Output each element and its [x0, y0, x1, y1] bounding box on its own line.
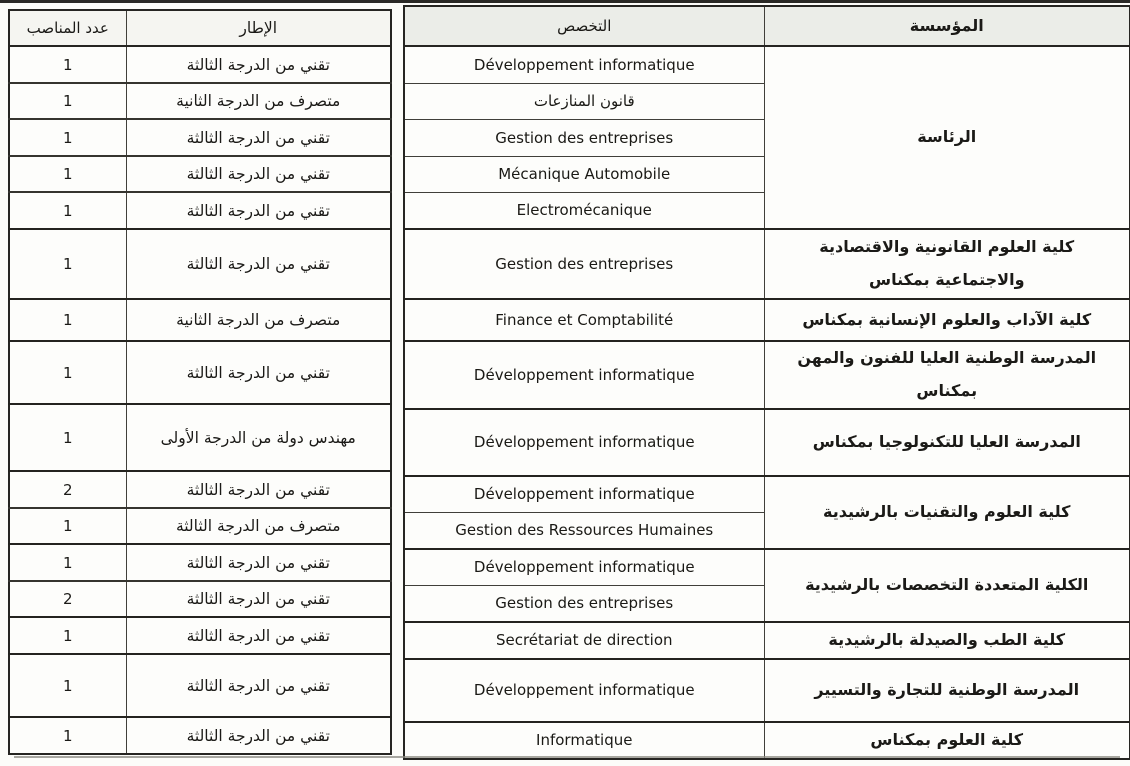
framework-cell: تقني من الدرجة الثالثة [126, 119, 391, 156]
table-row [9, 192, 391, 229]
table-framework-positions [8, 9, 392, 755]
specialization-cell: Secrétariat de direction [404, 622, 764, 659]
specialization-cell: Développement informatique [404, 549, 764, 586]
page-bottom-rule [14, 756, 1120, 758]
positions-cell: 1 [9, 83, 126, 119]
table-row [9, 617, 391, 654]
positions-cell: 1 [9, 341, 126, 404]
framework-cell: تقني من الدرجة الثالثة [126, 544, 391, 581]
table-row [404, 409, 1130, 476]
framework-cell: تقني من الدرجة الثالثة [126, 156, 391, 192]
institution-header: المؤسسة [764, 6, 1130, 46]
framework-cell: تقني من الدرجة الثالثة [126, 341, 391, 404]
header-row [404, 6, 1130, 46]
positions-cell: 1 [9, 654, 126, 717]
framework-cell: تقني من الدرجة الثالثة [126, 617, 391, 654]
table-row [404, 46, 1130, 83]
positions-cell: 1 [9, 299, 126, 341]
institution-cell: كلية الآداب والعلوم الإنسانية بمكناس [764, 299, 1130, 341]
institution-cell: المدرسة الوطنية للتجارة والتسيير [764, 659, 1130, 722]
specialization-cell: Gestion des entreprises [404, 119, 764, 156]
framework-cell: تقني من الدرجة الثالثة [126, 654, 391, 717]
positions-cell: 1 [9, 617, 126, 654]
specialization-cell: Développement informatique [404, 659, 764, 722]
framework-cell: تقني من الدرجة الثالثة [126, 471, 391, 508]
table-row [9, 83, 391, 119]
table-row [9, 544, 391, 581]
framework-cell: متصرف من الدرجة الثانية [126, 299, 391, 341]
table-institution-specialization [403, 5, 1130, 760]
table-row [9, 404, 391, 471]
table-row [9, 46, 391, 83]
page-top-rule [0, 0, 1130, 3]
positions-cell: 1 [9, 119, 126, 156]
table-row [9, 471, 391, 508]
positions-cell: 2 [9, 581, 126, 617]
specialization-cell: قانون المنازعات [404, 83, 764, 119]
institution-cell: كلية الطب والصيدلة بالرشيدية [764, 622, 1130, 659]
institution-cell: كلية العلوم القانونية والاقتصادية والاجتماعية بمكناس [764, 229, 1130, 299]
positions-cell: 1 [9, 404, 126, 471]
institution-cell: المدرسة الوطنية العليا للفنون والمهن بمكناس [764, 341, 1130, 409]
table-row [404, 549, 1130, 586]
table-row [9, 508, 391, 544]
specialization-cell: Informatique [404, 722, 764, 759]
framework-header: الإطار [126, 10, 391, 46]
table-row [9, 654, 391, 717]
framework-cell: مهندس دولة من الدرجة الأولى [126, 404, 391, 471]
specialization-cell: Développement informatique [404, 476, 764, 513]
positions-cell: 1 [9, 46, 126, 83]
specialization-cell: Finance et Comptabilité [404, 299, 764, 341]
table-row [404, 722, 1130, 759]
institution-cell: الكلية المتعددة التخصصات بالرشيدية [764, 549, 1130, 622]
positions-cell: 1 [9, 229, 126, 299]
positions-cell: 1 [9, 717, 126, 754]
specialization-cell: Gestion des entreprises [404, 229, 764, 299]
table-row [9, 229, 391, 299]
framework-cell: تقني من الدرجة الثالثة [126, 46, 391, 83]
specialization-cell: Mécanique Automobile [404, 156, 764, 192]
table-row [9, 581, 391, 617]
positions-cell: 1 [9, 544, 126, 581]
positions-header: عدد المناصب [9, 10, 126, 46]
framework-cell: تقني من الدرجة الثالثة [126, 192, 391, 229]
institution-cell: كلية العلوم بمكناس [764, 722, 1130, 759]
specialization-cell: Développement informatique [404, 409, 764, 476]
table-row [404, 299, 1130, 341]
table-row [404, 659, 1130, 722]
table-row [9, 156, 391, 192]
framework-cell: تقني من الدرجة الثالثة [126, 581, 391, 617]
specialization-cell: Gestion des Ressources Humaines [404, 513, 764, 549]
table-row [404, 476, 1130, 513]
table-row [404, 341, 1130, 409]
specialization-cell: Développement informatique [404, 341, 764, 409]
framework-cell: تقني من الدرجة الثالثة [126, 717, 391, 754]
positions-cell: 1 [9, 192, 126, 229]
positions-cell: 1 [9, 156, 126, 192]
positions-cell: 2 [9, 471, 126, 508]
institution-cell: كلية العلوم والتقنيات بالرشيدية [764, 476, 1130, 549]
specialization-cell: Electromécanique [404, 192, 764, 229]
header-row [9, 10, 391, 46]
specialization-cell: Développement informatique [404, 46, 764, 83]
table-row [9, 717, 391, 754]
table-row [9, 299, 391, 341]
table-row [404, 229, 1130, 299]
institution-cell: الرئاسة [764, 46, 1130, 229]
framework-cell: تقني من الدرجة الثالثة [126, 229, 391, 299]
positions-cell: 1 [9, 508, 126, 544]
specialization-cell: Gestion des entreprises [404, 586, 764, 622]
framework-cell: متصرف من الدرجة الثالثة [126, 508, 391, 544]
specialization-header: التخصص [404, 6, 764, 46]
institution-cell: المدرسة العليا للتكنولوجيا بمكناس [764, 409, 1130, 476]
table-row [404, 622, 1130, 659]
table-row [9, 341, 391, 404]
recruitment-table [8, 5, 1130, 760]
table-row [9, 119, 391, 156]
framework-cell: متصرف من الدرجة الثانية [126, 83, 391, 119]
